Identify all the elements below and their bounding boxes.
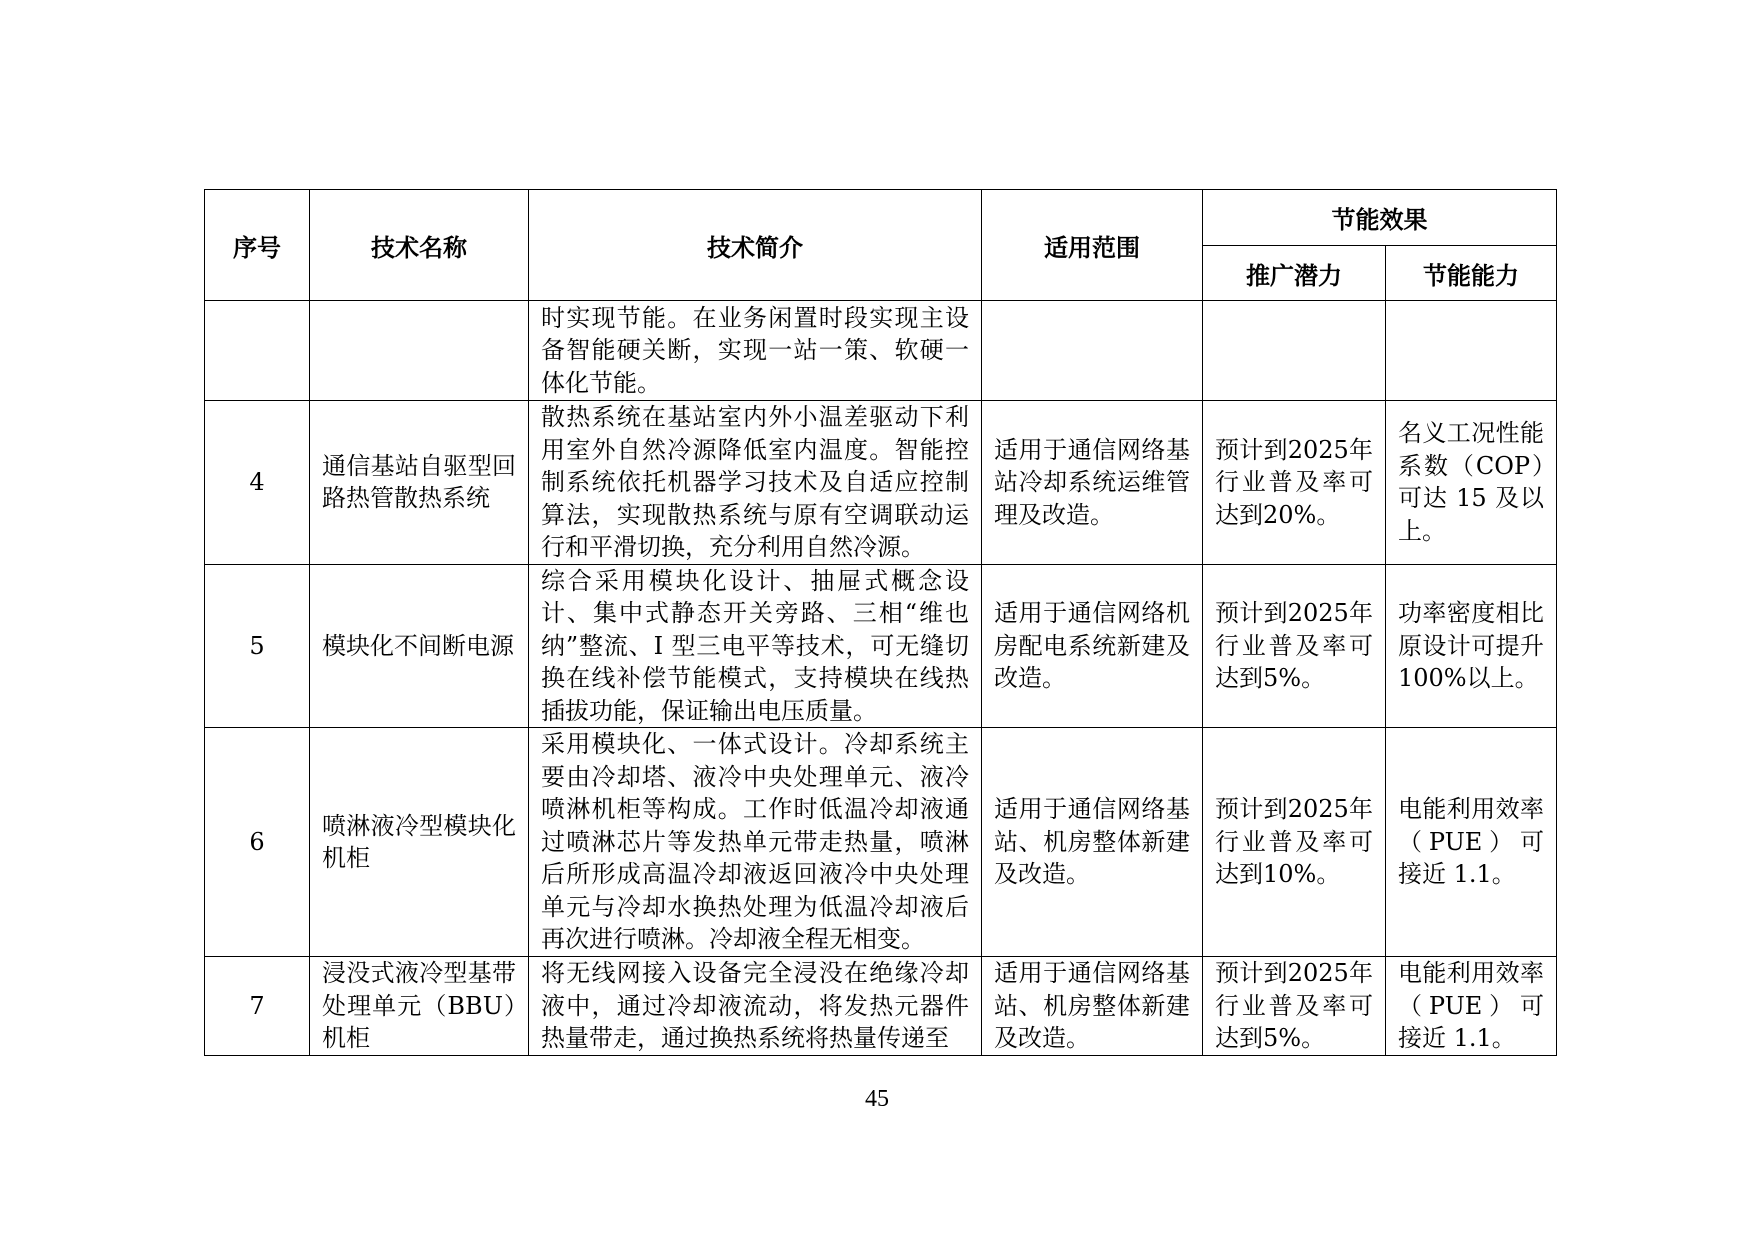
row-scope: 适用于通信网络机房配电系统新建及改造。 [982,564,1203,728]
header-effect: 节能效果 [1203,190,1557,246]
row-scope: 适用于通信网络基站冷却系统运维管理及改造。 [982,401,1203,565]
row-capacity: 电能利用效率（PUE）可接近 1.1。 [1386,957,1557,1056]
row-seq: 4 [205,401,310,565]
row-name: 喷淋液冷型模块化机柜 [310,728,529,957]
table-row [205,957,1557,1056]
row-name [310,301,529,401]
row-seq: 5 [205,564,310,728]
row-scope: 适用于通信网络基站、机房整体新建及改造。 [982,957,1203,1056]
row-intro: 综合采用模块化设计、抽屉式概念设计、集中式静态开关旁路、三相“维也纳”整流、I 型三电平等技术，可无缝切换在线补偿节能模式，支持模块在线热插拔功能，保证输出电压质量。 [529,564,982,728]
row-name: 模块化不间断电源 [310,564,529,728]
header-name: 技术名称 [310,190,529,301]
table-row [205,728,1557,957]
table-row [205,401,1557,565]
row-scope: 适用于通信网络基站、机房整体新建及改造。 [982,728,1203,957]
row-intro: 散热系统在基站室内外小温差驱动下利用室外自然冷源降低室内温度。智能控制系统依托机器学习技术及自适应控制算法，实现散热系统与原有空调联动运行和平滑切换，充分利用自然冷源。 [529,401,982,565]
row-seq: 7 [205,957,310,1056]
row-capacity: 电能利用效率（PUE）可接近 1.1。 [1386,728,1557,957]
row-potential: 预计到2025年行业普及率可达到5%。 [1203,957,1386,1056]
row-name: 通信基站自驱型回路热管散热系统 [310,401,529,565]
header-scope: 适用范围 [982,190,1203,301]
row-capacity [1386,301,1557,401]
row-potential [1203,301,1386,401]
header-intro: 技术简介 [529,190,982,301]
page-number: 45 [865,1086,889,1112]
row-potential: 预计到2025年行业普及率可达到10%。 [1203,728,1386,957]
row-intro: 将无线网接入设备完全浸没在绝缘冷却液中，通过冷却液流动，将发热元器件热量带走，通过换热系统将热量传递至 [529,957,982,1056]
row-scope [982,301,1203,401]
row-seq [205,301,310,401]
header-seq: 序号 [205,190,310,301]
row-name: 浸没式液冷型基带处理单元（BBU）机柜 [310,957,529,1056]
header-capacity: 节能能力 [1386,246,1557,301]
row-potential: 预计到2025年行业普及率可达到5%。 [1203,564,1386,728]
table-row [205,564,1557,728]
row-capacity: 功率密度相比原设计可提升 100%以上。 [1386,564,1557,728]
row-capacity: 名义工况性能系数（COP）可达 15 及以上。 [1386,401,1557,565]
technology-table [204,189,1557,1056]
row-seq: 6 [205,728,310,957]
header-potential: 推广潜力 [1203,246,1386,301]
table-row [205,301,1557,401]
row-potential: 预计到2025年行业普及率可达到20%。 [1203,401,1386,565]
row-intro: 时实现节能。在业务闲置时段实现主设备智能硬关断，实现一站一策、软硬一体化节能。 [529,301,982,401]
row-intro: 采用模块化、一体式设计。冷却系统主要由冷却塔、液冷中央处理单元、液冷喷淋机柜等构成。工作时低温冷却液通过喷淋芯片等发热单元带走热量，喷淋后所形成高温冷却液返回液冷中央处理单元与冷却水换热处理为低温冷却液后再次进行喷淋。冷却液全程无相变。 [529,728,982,957]
